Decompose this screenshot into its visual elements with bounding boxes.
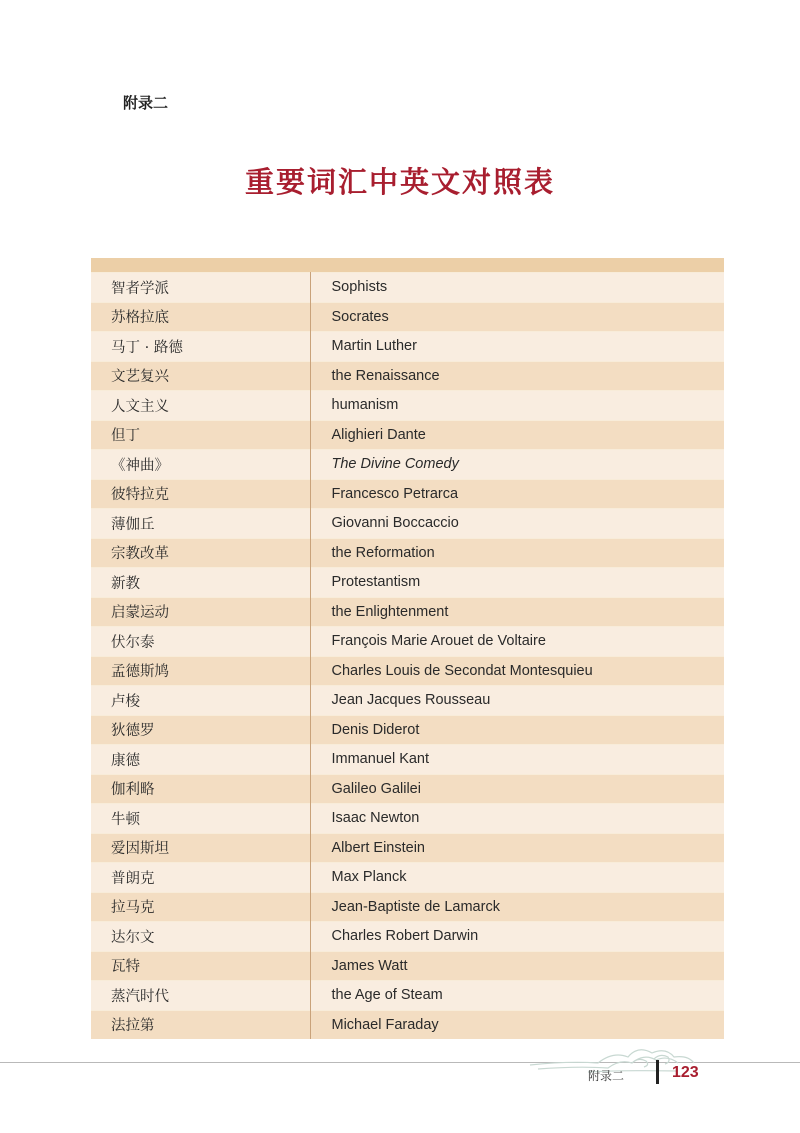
term-chinese: 孟德斯鸠 <box>91 656 310 686</box>
term-chinese: 马丁 · 路德 <box>91 332 310 362</box>
table-row <box>91 745 724 775</box>
term-chinese: 但丁 <box>91 420 310 450</box>
term-chinese: 智者学派 <box>91 273 310 303</box>
term-chinese: 卢梭 <box>91 686 310 716</box>
term-english: Michael Faraday <box>310 1010 724 1039</box>
term-english: Giovanni Boccaccio <box>310 509 724 539</box>
table-row <box>91 951 724 981</box>
term-english: Sophists <box>310 273 724 303</box>
term-chinese: 牛顿 <box>91 804 310 834</box>
term-chinese: 彼特拉克 <box>91 479 310 509</box>
term-english: the Age of Steam <box>310 981 724 1011</box>
term-english: Socrates <box>310 302 724 332</box>
term-chinese: 启蒙运动 <box>91 597 310 627</box>
page-number: 123 <box>672 1064 699 1081</box>
table-row <box>91 981 724 1011</box>
table-row <box>91 686 724 716</box>
table-row <box>91 479 724 509</box>
term-chinese: 人文主义 <box>91 391 310 421</box>
term-chinese: 瓦特 <box>91 951 310 981</box>
running-header: 附录二 <box>123 94 169 112</box>
table-row <box>91 273 724 303</box>
term-chinese: 普朗克 <box>91 863 310 893</box>
term-chinese: 法拉第 <box>91 1010 310 1039</box>
term-chinese: 新教 <box>91 568 310 598</box>
term-chinese: 伽利略 <box>91 774 310 804</box>
term-english: Jean Jacques Rousseau <box>310 686 724 716</box>
term-english: Denis Diderot <box>310 715 724 745</box>
term-english: Immanuel Kant <box>310 745 724 775</box>
term-chinese: 爱因斯坦 <box>91 833 310 863</box>
term-chinese: 达尔文 <box>91 922 310 952</box>
table-row <box>91 892 724 922</box>
term-chinese: 伏尔泰 <box>91 627 310 657</box>
term-chinese: 苏格拉底 <box>91 302 310 332</box>
term-english: Charles Robert Darwin <box>310 922 724 952</box>
table-row <box>91 656 724 686</box>
footer-label: 附录二 <box>588 1069 625 1083</box>
table-row <box>91 509 724 539</box>
term-english: Galileo Galilei <box>310 774 724 804</box>
table-header-band <box>91 258 724 273</box>
table-row <box>91 361 724 391</box>
term-english: Francesco Petrarca <box>310 479 724 509</box>
table-row <box>91 774 724 804</box>
term-english: humanism <box>310 391 724 421</box>
table-row <box>91 597 724 627</box>
term-english: Martin Luther <box>310 332 724 362</box>
page-title: 重要词汇中英文对照表 <box>244 165 555 199</box>
table-row <box>91 863 724 893</box>
term-english: James Watt <box>310 951 724 981</box>
table-row <box>91 1010 724 1039</box>
term-english: Alighieri Dante <box>310 420 724 450</box>
table-row <box>91 450 724 480</box>
term-chinese: 拉马克 <box>91 892 310 922</box>
term-english: Protestantism <box>310 568 724 598</box>
table-row <box>91 332 724 362</box>
table-row <box>91 302 724 332</box>
term-chinese: 宗教改革 <box>91 538 310 568</box>
term-english: the Reformation <box>310 538 724 568</box>
term-english: the Renaissance <box>310 361 724 391</box>
table-row <box>91 420 724 450</box>
term-english: Charles Louis de Secondat Montesquieu <box>310 656 724 686</box>
term-chinese: 蒸汽时代 <box>91 981 310 1011</box>
table-row <box>91 568 724 598</box>
glossary-table <box>91 258 724 1039</box>
footer-divider <box>656 1060 659 1084</box>
term-english: Isaac Newton <box>310 804 724 834</box>
term-english: Max Planck <box>310 863 724 893</box>
term-chinese: 康德 <box>91 745 310 775</box>
term-chinese: 《神曲》 <box>91 450 310 480</box>
table-row <box>91 538 724 568</box>
table-row <box>91 627 724 657</box>
table-row <box>91 804 724 834</box>
table-row <box>91 922 724 952</box>
term-english: François Marie Arouet de Voltaire <box>310 627 724 657</box>
term-chinese: 薄伽丘 <box>91 509 310 539</box>
term-chinese: 狄德罗 <box>91 715 310 745</box>
term-english: Jean-Baptiste de Lamarck <box>310 892 724 922</box>
table-row <box>91 715 724 745</box>
term-english: the Enlightenment <box>310 597 724 627</box>
table-row <box>91 391 724 421</box>
table-row <box>91 833 724 863</box>
term-chinese: 文艺复兴 <box>91 361 310 391</box>
term-english: The Divine Comedy <box>310 450 724 480</box>
term-english: Albert Einstein <box>310 833 724 863</box>
